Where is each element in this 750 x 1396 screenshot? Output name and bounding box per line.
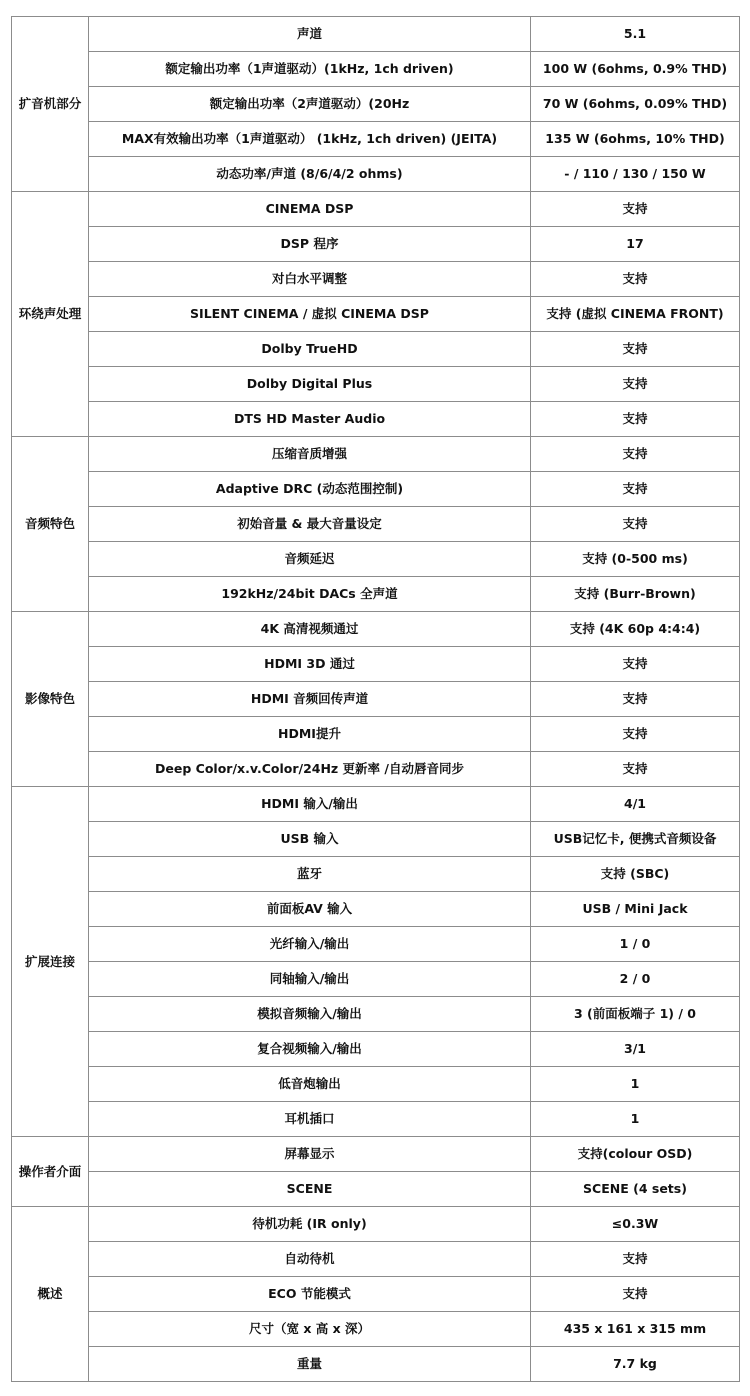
table-row: [12, 122, 740, 157]
table-row: [12, 262, 740, 297]
spec-value: 支持: [531, 262, 740, 297]
spec-value: 4/1: [531, 787, 740, 822]
spec-label: Dolby TrueHD: [89, 332, 531, 367]
spec-label: 尺寸（宽 x 高 x 深）: [89, 1312, 531, 1347]
spec-value: 1: [531, 1067, 740, 1102]
table-row: [12, 1137, 740, 1172]
category-cell: 扩展连接: [12, 787, 89, 1137]
table-row: [12, 857, 740, 892]
spec-value: 支持 (虚拟 CINEMA FRONT): [531, 297, 740, 332]
table-row: [12, 297, 740, 332]
spec-value: 支持 (SBC): [531, 857, 740, 892]
table-row: [12, 787, 740, 822]
table-row: [12, 927, 740, 962]
spec-label: 自动待机: [89, 1242, 531, 1277]
spec-value: 支持: [531, 332, 740, 367]
table-row: [12, 542, 740, 577]
table-row: [12, 1277, 740, 1312]
spec-label: 音频延迟: [89, 542, 531, 577]
table-row: [12, 507, 740, 542]
spec-label: 耳机插口: [89, 1102, 531, 1137]
category-cell: 音频特色: [12, 437, 89, 612]
spec-value: 支持 (4K 60p 4:4:4): [531, 612, 740, 647]
spec-label: 额定输出功率（2声道驱动）(20Hz: [89, 87, 531, 122]
category-cell: 操作者介面: [12, 1137, 89, 1207]
spec-value: - / 110 / 130 / 150 W: [531, 157, 740, 192]
spec-value: 3 (前面板端子 1) / 0: [531, 997, 740, 1032]
spec-label: 4K 高清视频通过: [89, 612, 531, 647]
spec-label: 模拟音频输入/输出: [89, 997, 531, 1032]
spec-label: HDMI提升: [89, 717, 531, 752]
spec-value: 135 W (6ohms, 10% THD): [531, 122, 740, 157]
spec-value: 支持: [531, 717, 740, 752]
spec-value: 5.1: [531, 17, 740, 52]
spec-label: Adaptive DRC (动态范围控制): [89, 472, 531, 507]
table-row: [12, 227, 740, 262]
spec-value: 17: [531, 227, 740, 262]
spec-value: 支持: [531, 472, 740, 507]
spec-label: DSP 程序: [89, 227, 531, 262]
spec-value: 70 W (6ohms, 0.09% THD): [531, 87, 740, 122]
spec-label: 光纤输入/输出: [89, 927, 531, 962]
spec-value: 支持: [531, 1277, 740, 1312]
category-cell: 概述: [12, 1207, 89, 1382]
spec-label: 压缩音质增强: [89, 437, 531, 472]
table-row: [12, 1102, 740, 1137]
spec-value: USB / Mini Jack: [531, 892, 740, 927]
table-row: [12, 472, 740, 507]
spec-label: 对白水平调整: [89, 262, 531, 297]
spec-value: 1: [531, 1102, 740, 1137]
spec-label: 同轴输入/输出: [89, 962, 531, 997]
table-row: [12, 1032, 740, 1067]
table-row: [12, 752, 740, 787]
spec-label: 待机功耗 (IR only): [89, 1207, 531, 1242]
table-row: [12, 962, 740, 997]
spec-label: USB 输入: [89, 822, 531, 857]
spec-label: 声道: [89, 17, 531, 52]
spec-label: 192kHz/24bit DACs 全声道: [89, 577, 531, 612]
spec-value: 2 / 0: [531, 962, 740, 997]
table-row: [12, 1312, 740, 1347]
spec-label: 重量: [89, 1347, 531, 1382]
spec-value: 支持: [531, 192, 740, 227]
category-cell: 扩音机部分: [12, 17, 89, 192]
spec-value: 支持 (Burr-Brown): [531, 577, 740, 612]
spec-value: 支持: [531, 507, 740, 542]
table-row: [12, 682, 740, 717]
category-cell: 环绕声处理: [12, 192, 89, 437]
spec-label: Dolby Digital Plus: [89, 367, 531, 402]
spec-value: 支持 (0-500 ms): [531, 542, 740, 577]
spec-label: 蓝牙: [89, 857, 531, 892]
spec-label: HDMI 音频回传声道: [89, 682, 531, 717]
spec-label: HDMI 输入/输出: [89, 787, 531, 822]
table-row: [12, 402, 740, 437]
table-row: [12, 192, 740, 227]
spec-label: 额定输出功率（1声道驱动）(1kHz, 1ch driven): [89, 52, 531, 87]
table-row: [12, 1242, 740, 1277]
spec-label: 初始音量 & 最大音量设定: [89, 507, 531, 542]
spec-value: 1 / 0: [531, 927, 740, 962]
table-row: [12, 892, 740, 927]
table-row: [12, 1347, 740, 1382]
spec-value: 支持: [531, 647, 740, 682]
spec-value: 支持: [531, 682, 740, 717]
table-row: [12, 997, 740, 1032]
spec-label: 前面板AV 输入: [89, 892, 531, 927]
table-row: [12, 1067, 740, 1102]
spec-label: Deep Color/x.v.Color/24Hz 更新率 /自动唇音同步: [89, 752, 531, 787]
table-row: [12, 437, 740, 472]
spec-label: SCENE: [89, 1172, 531, 1207]
table-row: [12, 157, 740, 192]
spec-label: 复合视频输入/输出: [89, 1032, 531, 1067]
spec-value: 支持(colour OSD): [531, 1137, 740, 1172]
spec-value: 7.7 kg: [531, 1347, 740, 1382]
spec-label: 动态功率/声道 (8/6/4/2 ohms): [89, 157, 531, 192]
spec-value: 支持: [531, 437, 740, 472]
spec-label: DTS HD Master Audio: [89, 402, 531, 437]
spec-value: SCENE (4 sets): [531, 1172, 740, 1207]
spec-label: 屏幕显示: [89, 1137, 531, 1172]
spec-label: ECO 节能模式: [89, 1277, 531, 1312]
table-row: [12, 367, 740, 402]
spec-value: 435 x 161 x 315 mm: [531, 1312, 740, 1347]
table-row: [12, 822, 740, 857]
table-row: [12, 612, 740, 647]
spec-value: ≤0.3W: [531, 1207, 740, 1242]
spec-label: CINEMA DSP: [89, 192, 531, 227]
table-row: [12, 87, 740, 122]
spec-table: [11, 16, 740, 1382]
table-row: [12, 1172, 740, 1207]
spec-table-body: [12, 17, 740, 1382]
spec-label: 低音炮输出: [89, 1067, 531, 1102]
table-row: [12, 577, 740, 612]
table-row: [12, 17, 740, 52]
spec-label: MAX有效输出功率（1声道驱动） (1kHz, 1ch driven) (JEITA): [89, 122, 531, 157]
spec-value: 支持: [531, 752, 740, 787]
table-row: [12, 1207, 740, 1242]
spec-label: SILENT CINEMA / 虚拟 CINEMA DSP: [89, 297, 531, 332]
spec-label: HDMI 3D 通过: [89, 647, 531, 682]
spec-value: 3/1: [531, 1032, 740, 1067]
category-cell: 影像特色: [12, 612, 89, 787]
table-row: [12, 647, 740, 682]
spec-value: 支持: [531, 367, 740, 402]
table-row: [12, 332, 740, 367]
spec-value: 支持: [531, 402, 740, 437]
table-row: [12, 717, 740, 752]
spec-value: 支持: [531, 1242, 740, 1277]
table-row: [12, 52, 740, 87]
spec-value: USB记忆卡, 便携式音频设备: [531, 822, 740, 857]
spec-value: 100 W (6ohms, 0.9% THD): [531, 52, 740, 87]
